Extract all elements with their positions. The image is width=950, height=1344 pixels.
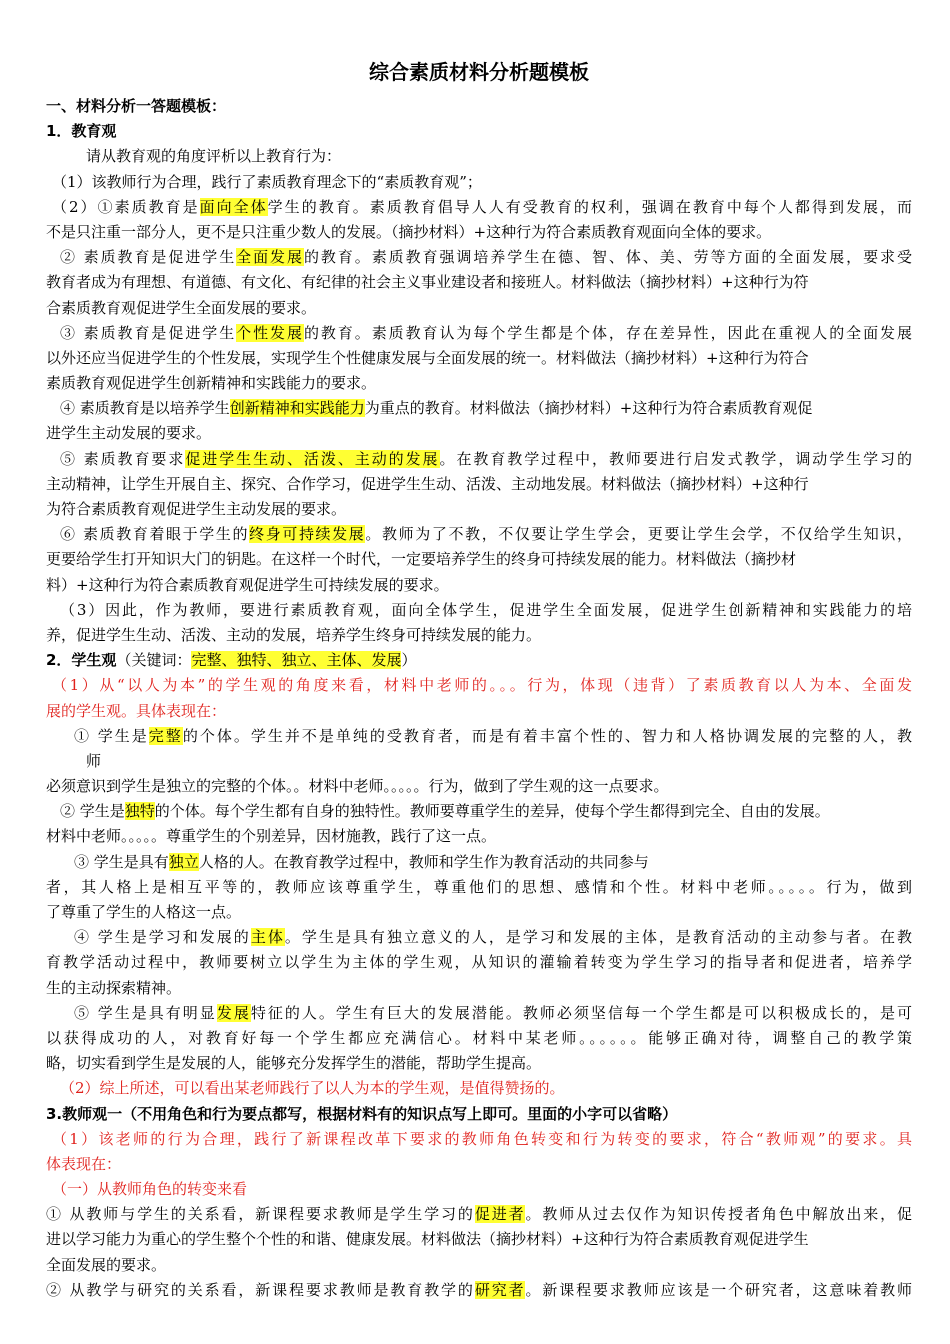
text-span: 学生的教育。素质教育倡导人人有受教育的权利，强调在教育中每个人都得到发展，而 — [267, 197, 912, 216]
text-span: （一）从教师角色的转变来看 — [52, 1180, 248, 1199]
text-span: ） — [401, 651, 417, 670]
text-span: ③ 素质教育是促进学生 — [60, 323, 237, 342]
text-line — [46, 1227, 912, 1252]
text-span: 。学生是具有独立意义的人，是学习和发展的主体，是教育活动的主动参与者。在教 — [284, 928, 912, 947]
text-line — [46, 976, 912, 1001]
text-line — [46, 220, 912, 245]
text-span: 的教育。素质教育认为每个学生都是个体，存在差异性，因此在重视人的全面发展 — [303, 323, 912, 342]
text-line — [46, 1152, 912, 1177]
text-line — [46, 1202, 912, 1227]
text-line — [46, 421, 912, 446]
text-span: 更要给学生打开知识大门的钥匙。在这样一个时代，一定要培养学生的终身可持续发展的能力。材料做法（摘抄材 — [46, 550, 797, 569]
text-span: ③ 学生是具有 — [74, 852, 169, 871]
text-line — [46, 573, 912, 598]
highlighted-text: 完整、独特、独立、主体、发展 — [191, 651, 402, 670]
text-span: 材料中老师。。。。。尊重学生的个别差异，因材施教，践行了这一点。 — [46, 827, 497, 846]
text-span: 为重点的教育。材料做法（摘抄材料）+这种行为符合素质教育观促 — [364, 399, 813, 418]
text-span: 进学生主动发展的要求。 — [46, 424, 212, 443]
text-line — [46, 547, 912, 572]
text-span: ④ 学生是学习和发展的 — [74, 928, 251, 947]
highlighted-text: 完整 — [148, 726, 183, 745]
text-span: 以获得成功的人，对教育好每一个学生都应充满信心。材料中某老师。。。。。。能够正确对待，调整自己的教学策 — [46, 1028, 912, 1047]
text-span: 素质教育观促进学生创新精神和实践能力的要求。 — [46, 374, 377, 393]
text-line — [46, 950, 912, 975]
text-span: （3）因此，作为教师，要进行素质教育观，面向全体学生，促进学生全面发展，促进学生创新精神和实践能力的培 — [60, 600, 912, 619]
text-span: 2．学生观 — [46, 651, 117, 670]
text-line — [46, 925, 912, 950]
text-line — [46, 396, 912, 421]
text-line — [46, 1026, 912, 1051]
text-line — [46, 1001, 912, 1026]
highlighted-text: 面向全体 — [199, 197, 268, 216]
text-span: 了尊重了学生的人格这一点。 — [46, 903, 242, 921]
text-span: 以外还应当促进学生的个性发展，实现学生个性健康发展与全面发展的统一。材料做法（摘抄材料）+这种行为符合 — [46, 348, 809, 367]
text-line — [46, 170, 912, 195]
text-line — [46, 522, 912, 547]
text-span: 体表现在： — [46, 1154, 122, 1173]
text-span: ⑤ 学生是具有明显 — [74, 1003, 217, 1022]
text-line — [46, 1051, 912, 1076]
highlighted-text: 促进者 — [474, 1205, 526, 1224]
text-line — [46, 774, 912, 799]
text-line — [46, 245, 912, 270]
highlighted-text: 主体 — [250, 928, 285, 947]
text-span: （2）综上所述，可以看出某老师践行了以人为本的学生观，是值得赞扬的。 — [60, 1079, 565, 1098]
document-body — [46, 94, 912, 1303]
text-span: 教育者成为有理想、有道德、有文化、有纪律的社会主义事业建设者和接班人。材料做法（摘抄材料）+这种行为符 — [46, 273, 809, 292]
text-span: 为符合素质教育观促进学生主动发展的要求。 — [46, 500, 347, 518]
text-span: （1）该老师的行为合理，践行了新课程改革下要求的教师角色转变和行为转变的要求，符合“教师观”的要求。具 — [52, 1129, 912, 1148]
text-span: ② 从教学与研究的关系看，新课程要求教师是教育教学的 — [46, 1280, 475, 1299]
text-line — [46, 447, 912, 472]
text-span: ⑥ 素质教育着眼于学生的 — [60, 525, 250, 544]
text-span: 的个体。学生并不是单纯的受教育者，而是有着丰富个性的、智力和人格协调发展的完整的人，教 — [182, 726, 912, 745]
highlighted-text: 促进学生生动、活泼、主动的发展 — [185, 449, 440, 468]
text-line — [46, 1076, 912, 1101]
text-line — [46, 749, 912, 774]
text-line — [46, 824, 912, 849]
highlighted-text: 独特 — [124, 802, 155, 821]
text-span: 一、材料分析一答题模板： — [46, 97, 227, 115]
text-span: 。教师从过去仅作为知识传授者角色中解放出来，促 — [525, 1205, 912, 1224]
text-line — [46, 648, 912, 673]
text-line — [46, 371, 912, 396]
highlighted-text: 终身可持续发展 — [249, 525, 366, 544]
text-span: 生的主动探索精神。 — [46, 978, 182, 997]
text-line — [46, 195, 912, 220]
text-line — [46, 321, 912, 346]
text-span: ② 学生是 — [60, 802, 125, 821]
text-line — [46, 1253, 912, 1278]
text-span: （1）从“以人为本”的学生观的角度来看，材料中老师的。。。行为，体现（违背）了素质教育以人为本、全面发 — [52, 676, 912, 695]
text-span: 料）+这种行为符合素质教育观促进学生可持续发展的要求。 — [46, 575, 449, 594]
text-span: ① 从教师与学生的关系看，新课程要求教师是学生学习的 — [46, 1205, 475, 1224]
highlighted-text: 研究者 — [474, 1280, 526, 1299]
document-title: 综合素质材料分析题模板 — [369, 60, 589, 84]
text-line — [46, 94, 912, 119]
text-line — [46, 144, 912, 169]
text-line — [46, 623, 912, 648]
text-line — [46, 346, 912, 371]
text-span: （1）该教师行为合理，践行了素质教育理念下的“素质教育观”； — [52, 172, 482, 191]
text-line — [46, 497, 912, 522]
text-span: 。教师为了不教，不仅要让学生学会，更要让学生会学，不仅给学生知识， — [365, 525, 912, 544]
highlighted-text: 独立 — [168, 852, 199, 871]
text-line — [46, 699, 912, 724]
text-span: 请从教育观的角度评析以上教育行为： — [86, 147, 342, 166]
text-line — [46, 1102, 912, 1127]
text-line — [46, 119, 912, 144]
text-span: （2）①素质教育是 — [52, 197, 200, 216]
text-span: 合素质教育观促进学生全面发展的要求。 — [46, 298, 317, 317]
text-span: 进以学习能力为重心的学生整个个性的和谐、健康发展。材料做法（摘抄材料）+这种行为符合素质教育观促进学生 — [46, 1230, 809, 1249]
text-span: 必须意识到学生是独立的完整的个体。。材料中老师。。。。。行为，做到了学生观的这一点要求。 — [46, 777, 669, 796]
text-line — [46, 1127, 912, 1152]
text-span: 展的学生观。具体表现在： — [46, 701, 227, 720]
highlighted-text: 创新精神和实践能力 — [229, 399, 365, 418]
text-span: 的教育。素质教育强调培养学生在德、智、体、美、劳等方面的全面发展，要求受 — [303, 248, 912, 267]
text-span: 师 — [86, 751, 102, 770]
text-span: 的个体。每个学生都有自身的独特性。教师要尊重学生的差异，使每个学生都得到完全、自由的发展。 — [154, 802, 830, 821]
text-span: 特征的人。学生有巨大的发展潜能。教师必须坚信每一个学生都是可以积极成长的，是可 — [250, 1003, 912, 1022]
text-line — [46, 900, 912, 925]
text-span: （关键词： — [116, 651, 192, 670]
highlighted-text: 个性发展 — [236, 323, 304, 342]
text-span: ① 学生是 — [74, 726, 149, 745]
text-span: 主动精神，让学生开展自主、探究、合作学习，促进学生生动、活泼、主动地发展。材料做法（摘抄材料）+这种行 — [46, 474, 809, 493]
text-line — [46, 1278, 912, 1303]
text-line — [46, 724, 912, 749]
text-span: 。新课程要求教师应该是一个研究者，这意味着教师 — [525, 1280, 912, 1299]
text-line — [46, 673, 912, 698]
text-line — [46, 270, 912, 295]
text-span: 育教学活动过程中，教师要树立以学生为主体的学生观，从知识的灌输着转变为学生学习的指导者和促进者，培养学 — [46, 953, 912, 972]
text-span: 3.教师观一（不用角色和行为要点都写，根据材料有的知识点写上即可。里面的小字可以省略） — [46, 1104, 678, 1123]
highlighted-text: 发展 — [216, 1003, 251, 1022]
text-span: 1．教育观 — [46, 122, 117, 141]
text-span: 全面发展的要求。 — [46, 1255, 167, 1274]
text-line — [46, 296, 912, 321]
text-line — [46, 850, 912, 875]
text-span: ④ 素质教育是以培养学生 — [60, 399, 230, 418]
highlighted-text: 全面发展 — [236, 248, 304, 267]
text-line — [46, 598, 912, 623]
text-line — [46, 1177, 912, 1202]
text-span: 不是只注重一部分人，更不是只注重少数人的发展。（摘抄材料）+这种行为符合素质教育观面向全体的要求。 — [46, 222, 772, 241]
text-line — [46, 472, 912, 497]
text-span: ⑤ 素质教育要求 — [60, 449, 186, 468]
text-line — [46, 799, 912, 824]
text-span: 养，促进学生生动、活泼、主动的发展，培养学生终身可持续发展的能力。 — [46, 625, 542, 644]
text-line — [46, 875, 912, 900]
text-span: ② 素质教育是促进学生 — [60, 248, 237, 267]
text-span: 。在教育教学过程中，教师要进行启发式教学，调动学生学习的 — [439, 449, 912, 468]
text-span: 者，其人格上是相互平等的，教师应该尊重学生，尊重他们的思想、感情和个性。材料中老师。。。。。行为，做到 — [46, 877, 912, 896]
text-span: 略，切实看到学生是发展的人，能够充分发挥学生的潜能，帮助学生提高。 — [46, 1054, 542, 1073]
text-span: 人格的人。在教育教学过程中，教师和学生作为教育活动的共同参与 — [198, 852, 649, 871]
